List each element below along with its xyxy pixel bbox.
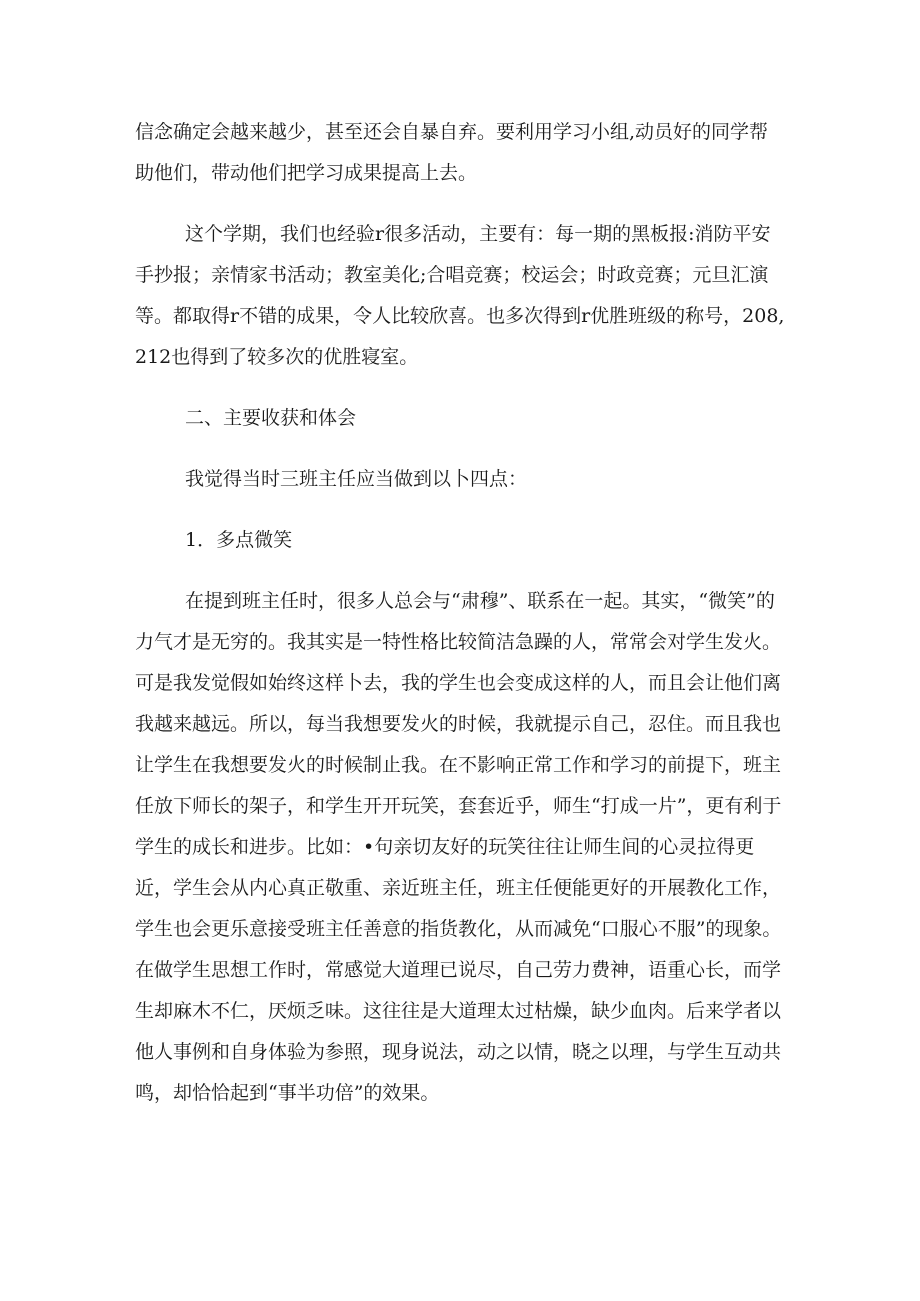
- paragraph-1: 信念确定会越来越少，甚至还会自暴自弃。要利用学习小组,动员好的同学帮助他们，带动他们把学习成果提高上去。: [135, 121, 769, 184]
- paragraph-3: 我觉得当时三班主任应当做到以卜四点：: [185, 468, 528, 490]
- document-body: [135, 112, 785, 1134]
- paragraph-4: 在提到班主任时，很多人总会与“肃穆”、联系在一起。其实，“微笑”的力气才是无穷的。我其实是一特性格比较简洁急躁的人，常常会对学生发火。可是我发觉假如始终这样卜去，我的学生也会变成这样的人，而且会让他们离我越来越远。所以，每当我想要发火的时候，我就提示自己，忍住。而且我也让学生在我想要发火的时候制止我。在不影响正常工作和学习的前提下，班主任放下师长的架子，和学生开开玩笑，套套近乎，师生“打成一片”，更有利于学生的成长和进步。比如：•句亲切友好的玩笑往往让师生间的心灵拉得更近，学生会从内心真正敬重、亲近班主任，班主任便能更好的开展教化工作，学生也会更乐意接受班主任善意的指货教化，从而减免“口服心不服”的现象。在做学生思想工作时，常感觉大道理已说尽，自己劳力费神，语重心长，而学生却麻木不仁，厌烦乏味。这往往是大道理太过枯燥，缺少血肉。后来学者以他人事例和自身体验为参照，现身说法，动之以情，晓之以理，与学生互动共鸣，却恰恰起到“事半功倍”的效果。: [135, 590, 782, 1104]
- subheading-smile-more: 1．多点微笑: [185, 529, 293, 551]
- paragraph-2: 这个学期，我们也经验r很多活动，主要有：每一期的黑板报:消防平安手抄报；亲情家书活动；教室美化;合唱竞赛；校运会；时政竞赛；元旦汇演等。都取得r不错的成果，令人比较欣喜。也多次得到r优胜班级的称号，208,212也得到了较多次的优胜寝室。: [135, 223, 785, 368]
- section-heading-gains: 二、主要收获和体会: [185, 407, 357, 429]
